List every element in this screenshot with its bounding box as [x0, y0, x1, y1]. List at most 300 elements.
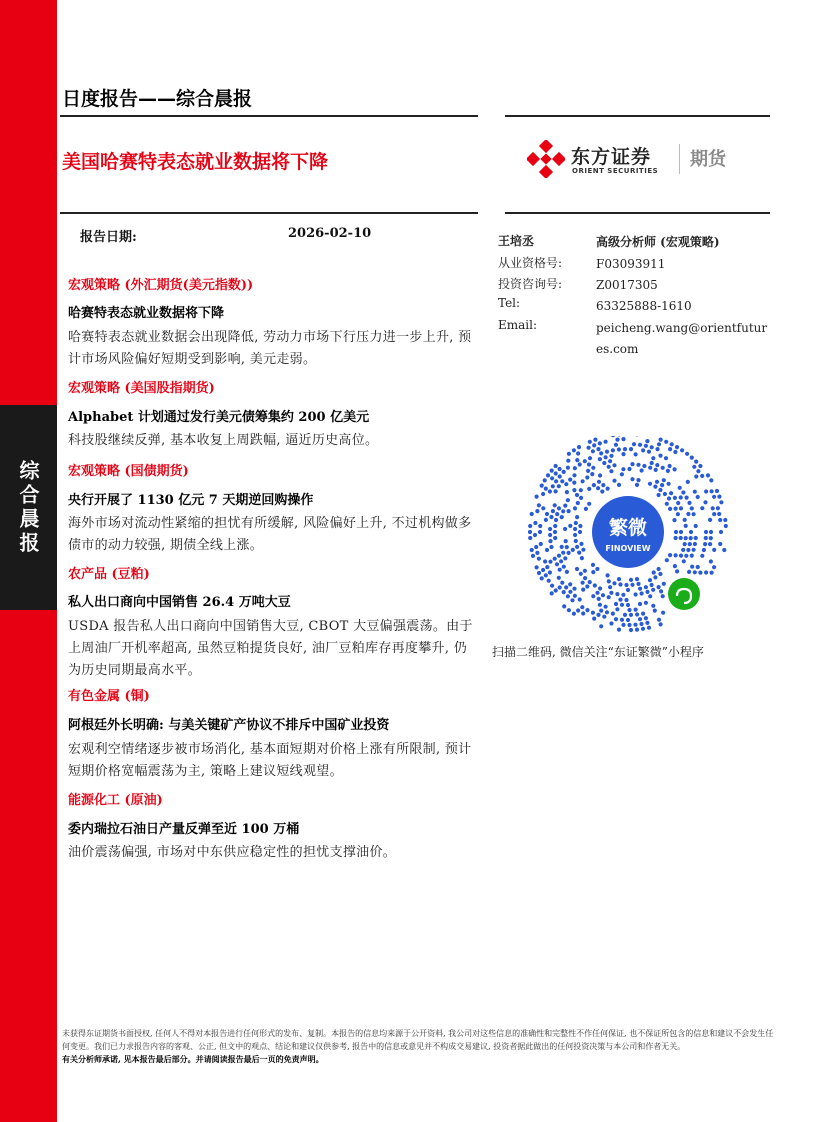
- qr-dot: [712, 495, 716, 499]
- qr-dot: [606, 487, 610, 491]
- qr-dot: [657, 618, 661, 622]
- qr-dot: [535, 495, 539, 499]
- section-category: 农产品 (豆粕): [68, 567, 150, 582]
- qr-dot: [653, 485, 657, 489]
- qr-dot: [685, 452, 689, 456]
- section-headline: 央行开展了 1130 亿元 7 天期逆回购操作: [68, 493, 314, 508]
- qr-dot: [602, 615, 606, 619]
- qr-dot: [689, 536, 693, 540]
- qr-dot: [668, 447, 672, 451]
- qr-dot: [568, 524, 572, 528]
- qr-dot: [686, 480, 690, 484]
- qr-dot: [597, 480, 601, 484]
- qr-dot: [558, 474, 562, 478]
- qr-dot: [553, 503, 557, 507]
- qr-dot: [528, 536, 532, 540]
- qr-dot: [657, 493, 661, 497]
- qr-dot: [578, 597, 582, 601]
- qr-dot: [592, 617, 596, 621]
- qr-dot: [629, 628, 633, 632]
- qr-dot: [573, 594, 577, 598]
- qr-dot: [598, 457, 602, 461]
- qr-dot: [665, 558, 669, 562]
- qr-dot: [609, 591, 613, 595]
- qr-dot: [576, 451, 580, 455]
- qr-dot: [711, 506, 715, 510]
- qr-dot: [566, 594, 570, 598]
- section-body: 哈赛特表态就业数据会出现降低, 劳动力市场下行压力进一步上升, 预计市场风险偏好短期受到影响, 美元走弱。: [68, 330, 472, 367]
- qr-dot: [541, 506, 545, 510]
- qr-dot: [541, 492, 545, 496]
- qr-dot: [629, 447, 633, 451]
- qr-dot: [581, 611, 585, 615]
- qr-dot: [550, 591, 554, 595]
- analyst-field-key: Email:: [498, 318, 538, 332]
- qr-dot: [553, 536, 557, 540]
- qr-dot: [548, 560, 552, 564]
- qr-dot: [591, 563, 595, 567]
- qr-dot: [554, 471, 558, 475]
- qr-dot: [592, 483, 596, 487]
- qr-dot: [690, 456, 694, 460]
- qr-dot: [590, 472, 594, 476]
- qr-dot: [575, 458, 579, 462]
- qr-dot: [609, 469, 613, 473]
- section-headline: 哈赛特表态就业数据将下降: [68, 306, 225, 321]
- qr-dot: [647, 450, 651, 454]
- qr-dot: [558, 568, 562, 572]
- qr-dot: [566, 459, 570, 463]
- qr-dot: [626, 588, 630, 592]
- qr-dot: [555, 562, 559, 566]
- qr-dot: [550, 476, 554, 480]
- qr-dot: [702, 548, 706, 552]
- qr-dot: [572, 587, 576, 591]
- qr-dot: [561, 551, 565, 555]
- section-category: 能源化工 (原油): [68, 793, 163, 808]
- qr-dot: [581, 479, 585, 483]
- qr-dot: [567, 452, 571, 456]
- qr-dot: [658, 572, 662, 576]
- qr-dot: [690, 554, 694, 558]
- qr-dot: [620, 603, 624, 607]
- qr-dot: [644, 601, 648, 605]
- qr-dot: [598, 473, 602, 477]
- qr-dot: [718, 542, 722, 546]
- qr-dot: [627, 623, 631, 627]
- qr-dot: [537, 557, 541, 561]
- qr-dot: [581, 588, 585, 592]
- qr-center-label: 繁微: [608, 517, 648, 539]
- qr-dot: [634, 608, 638, 612]
- qr-dot: [563, 556, 567, 560]
- qr-dot: [533, 533, 537, 537]
- qr-dot: [568, 590, 572, 594]
- qr-dot: [614, 617, 618, 621]
- qr-dot: [648, 578, 652, 582]
- disclaimer: [62, 1027, 774, 1066]
- qr-dot: [633, 623, 637, 627]
- qr-dot: [550, 469, 554, 473]
- qr-dot: [560, 581, 564, 585]
- qr-dot: [561, 509, 565, 513]
- qr-dot: [607, 595, 611, 599]
- qr-dot: [661, 594, 665, 598]
- qr-dot: [565, 490, 569, 494]
- qr-dot: [548, 527, 552, 531]
- qr-dot: [562, 470, 566, 474]
- qr-dot: [617, 628, 621, 632]
- qr-dot: [604, 455, 608, 459]
- qr-dot: [605, 450, 609, 454]
- qr-dot: [579, 572, 583, 576]
- qr-dot: [666, 469, 670, 473]
- qr-dot: [672, 518, 676, 522]
- qr-dot: [575, 515, 579, 519]
- qr-dot: [539, 542, 543, 546]
- qr-dot: [528, 524, 532, 528]
- qr-dot: [573, 533, 577, 537]
- qr-dot: [607, 465, 611, 469]
- qr-dot: [558, 585, 562, 589]
- qr-dot: [599, 451, 603, 455]
- qr-dot: [650, 583, 654, 587]
- qr-dot: [686, 512, 690, 516]
- qr-dot: [653, 575, 657, 579]
- qr-dot: [537, 503, 541, 507]
- qr-dot: [692, 465, 696, 469]
- qr-dot: [571, 548, 575, 552]
- qr-dot: [621, 467, 625, 471]
- qr-dot: [564, 482, 568, 486]
- qr-dot: [587, 462, 591, 466]
- qr-dot: [599, 609, 603, 613]
- qr-dot: [660, 483, 664, 487]
- logo-name-cn: 东方证券: [571, 146, 652, 168]
- qr-dot: [558, 467, 562, 471]
- qr-dot: [565, 545, 569, 549]
- qr-dot: [709, 478, 713, 482]
- qr-dot: [545, 565, 549, 569]
- qr-dot: [548, 489, 552, 493]
- qr-caption: 扫描二维码, 微信关注“东证繁微”小程序: [492, 645, 704, 659]
- qr-dot: [715, 489, 719, 493]
- qr-dot: [662, 478, 666, 482]
- qr-dot: [668, 464, 672, 468]
- qr-dot: [608, 459, 612, 463]
- qr-dot: [578, 530, 582, 534]
- qr-dot: [545, 548, 549, 552]
- logo-division: 期货: [690, 149, 726, 170]
- qr-dot: [540, 484, 544, 488]
- qr-dot: [546, 473, 550, 477]
- qr-center-brand: FINOVIEW: [605, 544, 651, 553]
- qr-dot: [722, 548, 726, 552]
- qr-dot: [679, 506, 683, 510]
- qr-dot: [689, 530, 693, 534]
- qr-dot: [528, 530, 532, 534]
- report-type: 日度报告——综合晨报: [62, 88, 253, 110]
- qr-dot: [551, 484, 555, 488]
- qr-dot: [629, 613, 633, 617]
- qr-dot: [679, 536, 683, 540]
- qr-dot: [635, 577, 639, 581]
- qr-dot: [579, 542, 583, 546]
- qr-dot: [591, 611, 595, 615]
- qr-dot: [709, 530, 713, 534]
- qr-dot: [587, 487, 591, 491]
- qr-dot: [575, 545, 579, 549]
- qr-dot: [621, 452, 625, 456]
- qr-dot: [636, 582, 640, 586]
- section-body: 宏观利空情绪逐步被市场消化, 基本面短期对价格上涨有所限制, 预计短期价格宽幅震荡为主, 策略上建议短线观望。: [68, 742, 472, 779]
- qr-dot: [595, 567, 599, 571]
- qr-dot: [579, 496, 583, 500]
- header-divider-right: [505, 115, 770, 117]
- qr-dot: [706, 473, 710, 477]
- qr-dot: [611, 448, 615, 452]
- qr-dot: [566, 466, 570, 470]
- qr-dot: [687, 570, 691, 574]
- qr-dot: [641, 627, 645, 631]
- qr-dot: [686, 548, 690, 552]
- qr-dot: [553, 530, 557, 534]
- qr-dot: [644, 616, 648, 620]
- qr-dot: [615, 438, 619, 442]
- qr-dot: [659, 622, 663, 626]
- qr-dot: [598, 441, 602, 445]
- qr-dot: [657, 585, 661, 589]
- qr-dot: [530, 548, 534, 552]
- qr-dot: [642, 464, 646, 468]
- qr-dot: [674, 536, 678, 540]
- qr-dot: [604, 440, 608, 444]
- qr-dot: [588, 580, 592, 584]
- analyst-field-value: F03093911: [596, 257, 666, 271]
- qr-dot: [650, 445, 654, 449]
- analyst-name: 王培丞: [498, 234, 535, 248]
- qr-dot: [638, 602, 642, 606]
- qr-dot: [566, 498, 570, 502]
- qr-dot: [648, 466, 652, 470]
- qr-dot: [583, 576, 587, 580]
- qr-dot: [627, 467, 631, 471]
- qr-dot: [670, 442, 674, 446]
- qr-dot: [652, 570, 656, 574]
- qr-dot: [694, 536, 698, 540]
- section-body: USDA 报告私人出口商向中国销售大豆, CBOT 大豆偏强震荡。由于上周油厂开机率超高, 虽然豆粕提货良好, 油厂豆粕库存再度攀升, 仍为历史同期最高水平。: [68, 619, 473, 678]
- qr-dot: [559, 559, 563, 563]
- qr-dot: [614, 602, 618, 606]
- qr-dot: [634, 592, 638, 596]
- qr-dot: [596, 486, 600, 490]
- qr-dot: [645, 590, 649, 594]
- qr-dot: [675, 445, 679, 449]
- qr-dot: [635, 628, 639, 632]
- logo-separator: [679, 144, 680, 174]
- qr-dot: [709, 559, 713, 563]
- report-date-value: 2026-02-10: [288, 226, 372, 241]
- qr-dot: [547, 579, 551, 583]
- qr-dot: [719, 500, 723, 504]
- qr-dot: [661, 466, 665, 470]
- qr-dot: [673, 467, 677, 471]
- qr-dot: [598, 586, 602, 590]
- qr-dot: [585, 475, 589, 479]
- qr-dot: [712, 512, 716, 516]
- qr-dot: [663, 492, 667, 496]
- section-headline: Alphabet 计划通过发行美元债筹集约 200 亿美元: [68, 410, 370, 425]
- qr-dot: [593, 583, 597, 587]
- qr-dot: [623, 613, 627, 617]
- qr-dot: [630, 583, 634, 587]
- qr-dot: [600, 489, 604, 493]
- qr-dot: [575, 567, 579, 571]
- qr-dot: [578, 524, 582, 528]
- qr-dot: [692, 548, 696, 552]
- qr-dot: [655, 447, 659, 451]
- wechat-miniprogram-icon: [668, 578, 700, 610]
- qr-dot: [667, 496, 671, 500]
- analyst-email[interactable]: peicheng.wang@orientfutures.com: [596, 321, 768, 356]
- qr-dot: [703, 542, 707, 546]
- qr-dot: [673, 564, 677, 568]
- logo-name-en: ORIENT SECURITIES: [572, 167, 659, 175]
- side-tab: [0, 405, 57, 610]
- qr-dot: [700, 474, 704, 478]
- qr-dot: [641, 612, 645, 616]
- qr-dot: [704, 536, 708, 540]
- qr-dot: [572, 481, 576, 485]
- section-headline: 阿根廷外长明确: 与美关键矿产协议不排斥中国矿业投资: [68, 718, 390, 733]
- qr-dot: [651, 456, 655, 460]
- qr-dot: [658, 488, 662, 492]
- qr-dot: [604, 605, 608, 609]
- qr-dot: [596, 613, 600, 617]
- qr-dot: [554, 489, 558, 493]
- qr-dot: [609, 621, 613, 625]
- qr-dot: [687, 501, 691, 505]
- qr-dot: [644, 444, 648, 448]
- qr-dot: [693, 570, 697, 574]
- qr-dot: [617, 447, 621, 451]
- section-headline: 私人出口商向中国销售 26.4 万吨大豆: [68, 595, 291, 610]
- qr-dot: [612, 581, 616, 585]
- analyst-field-key: Tel:: [498, 296, 521, 310]
- qr-dot: [694, 460, 698, 464]
- qr-dot: [579, 488, 583, 492]
- qr-dot: [651, 604, 655, 608]
- qr-dot: [580, 605, 584, 609]
- qr-dot: [549, 545, 553, 549]
- qr-dot: [544, 573, 548, 577]
- qr-dot: [640, 591, 644, 595]
- qr-dot: [659, 438, 663, 442]
- qr-dot: [548, 533, 552, 537]
- qr-dot: [557, 506, 561, 510]
- analyst-field-key: 投资咨询号:: [498, 277, 563, 291]
- qr-dot: [661, 611, 665, 615]
- qr-dot: [555, 512, 559, 516]
- qr-dot: [693, 490, 697, 494]
- qr-dot: [572, 488, 576, 492]
- qr-dot: [692, 512, 696, 516]
- qr-dot: [564, 539, 568, 543]
- qr-dot: [581, 548, 585, 552]
- qr-dot: [667, 482, 671, 486]
- qr-dot: [565, 570, 569, 574]
- qr-dot: [551, 509, 555, 513]
- qr-dot: [626, 618, 630, 622]
- qr-dot: [700, 554, 704, 558]
- qr-dot: [562, 565, 566, 569]
- section-body: 科技股继续反弹, 基本收复上周跌幅, 逼近历史高位。: [68, 433, 379, 448]
- qr-dot: [586, 469, 590, 473]
- qr-dot: [557, 554, 561, 558]
- qr-dot: [540, 576, 544, 580]
- qr-dot: [595, 591, 599, 595]
- qr-dot: [634, 452, 638, 456]
- qr-dot: [534, 545, 538, 549]
- qr-dot: [696, 565, 700, 569]
- qr-dot: [684, 524, 688, 528]
- qr-dot: [531, 554, 535, 558]
- qr-dot: [553, 557, 557, 561]
- qr-dot: [694, 524, 698, 528]
- qr-dot: [638, 443, 642, 447]
- qr-dot: [611, 612, 615, 616]
- analyst-field-key: 从业资格号:: [498, 256, 563, 270]
- qr-dot: [647, 626, 651, 630]
- qr-dot: [654, 468, 658, 472]
- qr-dot: [562, 590, 566, 594]
- qr-dot: [645, 621, 649, 625]
- qr-dot: [679, 554, 683, 558]
- qr-dot: [599, 624, 603, 628]
- qr-dot: [627, 608, 631, 612]
- qr-dot: [724, 524, 728, 528]
- qr-dot: [676, 512, 680, 516]
- qr-dot: [664, 456, 668, 460]
- qr-dot: [648, 482, 652, 486]
- qr-dot: [578, 462, 582, 466]
- qr-dot: [576, 501, 580, 505]
- qr-dot: [624, 583, 628, 587]
- qr-dot: [591, 570, 595, 574]
- section-body: 海外市场对流动性紧缩的担忧有所缓解, 风险偏好上升, 不过机构做多债市的动力较强, 期债全线上涨。: [68, 516, 472, 553]
- qr-dot: [591, 594, 595, 598]
- qr-dot: [696, 495, 700, 499]
- qr-dot: [683, 518, 687, 522]
- qr-dot: [718, 518, 722, 522]
- qr-dot: [544, 518, 548, 522]
- qr-dot: [639, 622, 643, 626]
- qr-dot: [612, 463, 616, 467]
- qr-dot: [572, 473, 576, 477]
- report-date-label: 报告日期:: [80, 230, 137, 245]
- qr-dot: [712, 565, 716, 569]
- qr-dot: [535, 509, 539, 513]
- section-category: 有色金属 (铜): [68, 689, 150, 704]
- qr-dot: [674, 553, 678, 557]
- qr-dot: [560, 515, 564, 519]
- qr-dot: [675, 569, 679, 573]
- qr-dot: [577, 445, 581, 449]
- qr-dot: [615, 607, 619, 611]
- qr-dot: [584, 507, 588, 511]
- qr-code[interactable]: [528, 436, 728, 634]
- qr-dot: [655, 463, 659, 467]
